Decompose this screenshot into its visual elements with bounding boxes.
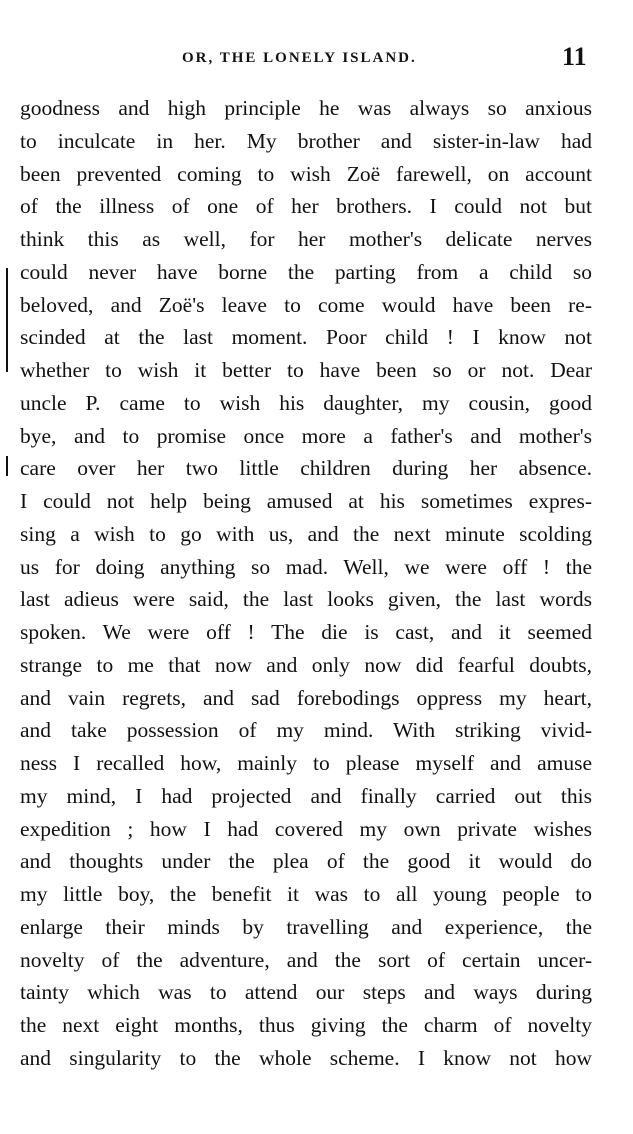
text-line: to inculcate in her. My brother and sister-in-law had	[20, 128, 592, 153]
text-line: of the illness of one of her brothers. I could not but	[20, 194, 592, 219]
margin-mark	[6, 456, 8, 476]
text-line: care over her two little children during her absence.	[20, 456, 592, 481]
text-line: last adieus were said, the last looks given, the last words	[20, 587, 592, 612]
text-line: I could not help being amused at his sometimes expres-	[20, 489, 592, 513]
text-line: sing a wish to go with us, and the next minute scolding	[20, 521, 592, 546]
text-line: spoken. We were off ! The die is cast, and it seemed	[20, 620, 592, 644]
text-line: whether to wish it better to have been so or not. Dear	[20, 358, 592, 382]
text-line: goodness and high principle he was always so anxious	[20, 96, 592, 120]
text-line: ness I recalled how, mainly to please myself and amuse	[20, 751, 592, 775]
text-line: expedition ; how I had covered my own private wishes	[20, 816, 592, 841]
text-line: and vain regrets, and sad forebodings oppress my heart,	[20, 685, 592, 710]
margin-mark	[6, 268, 8, 372]
text-line: enlarge their minds by travelling and experience, the	[20, 914, 592, 939]
text-line: uncle P. came to wish his daughter, my cousin, good	[20, 390, 592, 415]
text-line: could never have borne the parting from a child so	[20, 259, 592, 284]
text-line: strange to me that now and only now did fearful doubts,	[20, 652, 592, 677]
text-line: novelty of the adventure, and the sort of certain uncer-	[20, 947, 592, 972]
text-line: bye, and to promise once more a father's and mother's	[20, 423, 592, 448]
text-line: tainty which was to attend our steps and ways during	[20, 980, 592, 1005]
running-title: OR, THE LONELY ISLAND.	[182, 50, 417, 66]
text-line: scinded at the last moment. Poor child ! I know not	[20, 325, 592, 350]
text-line: beloved, and Zoë's leave to come would have been re-	[20, 292, 592, 317]
text-line: and thoughts under the plea of the good it would do	[20, 849, 592, 874]
page-number: 11	[562, 42, 587, 71]
text-line: been prevented coming to wish Zoë farewell, on account	[20, 161, 592, 186]
text-line: and take possession of my mind. With striking vivid-	[20, 718, 592, 743]
text-line: and singularity to the whole scheme. I know not how	[20, 1045, 592, 1070]
text-line: the next eight months, thus giving the charm of novelty	[20, 1013, 592, 1037]
text-line: think this as well, for her mother's delicate nerves	[20, 227, 592, 251]
running-head	[0, 42, 633, 76]
body-text	[20, 92, 592, 1075]
text-line: us for doing anything so mad. Well, we were off ! the	[20, 554, 592, 579]
text-line: my little boy, the benefit it was to all young people to	[20, 882, 592, 906]
text-line: my mind, I had projected and finally carried out this	[20, 783, 592, 808]
